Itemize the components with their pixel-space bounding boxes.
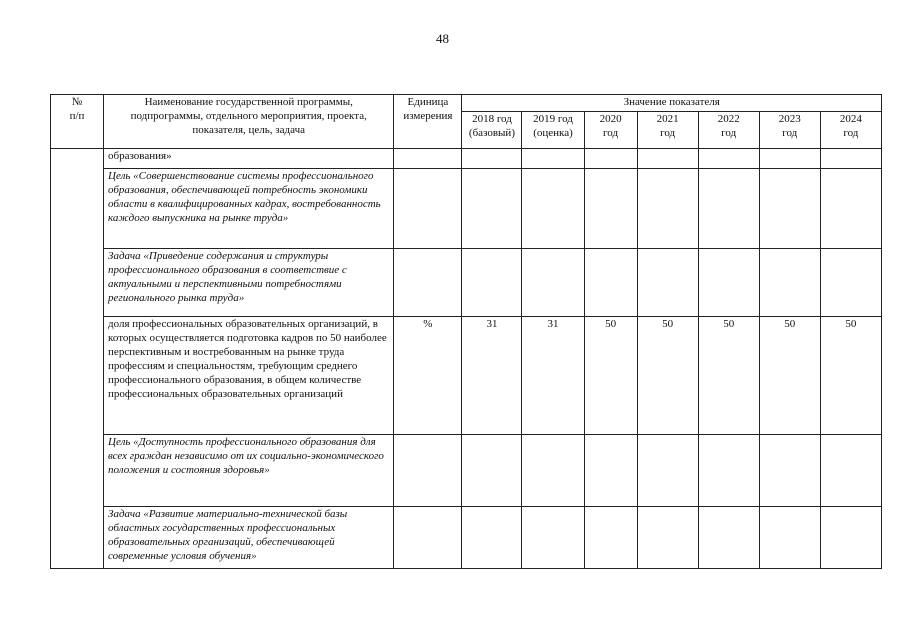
row-value-cell	[759, 435, 820, 507]
row-name-cell: доля профессиональных образовательных организаций, в которых осуществляется подготовка кадров по 50 наиболее перспективным и востребованным на рынке труда профессиям и специальностям, требующим среднего профессионального образования, в общем количестве профессиональных образовательных организаций	[104, 317, 394, 435]
header-name: Наименование государственной программы, подпрограммы, отдельного мероприятия, проекта, показателя, цель, задача	[104, 95, 394, 149]
header-year	[522, 112, 584, 149]
row-value-cell	[522, 507, 584, 569]
table-row	[51, 435, 882, 507]
row-value-cell	[820, 149, 881, 169]
header-year-note: год	[843, 127, 859, 139]
row-value-cell	[462, 149, 522, 169]
row-unit-cell	[394, 169, 462, 249]
row-value-cell	[698, 249, 759, 317]
header-year	[584, 112, 637, 149]
table-row	[51, 169, 882, 249]
row-value-cell	[584, 249, 637, 317]
row-num-cell	[51, 249, 104, 317]
header-unit: Единица измерения	[394, 95, 462, 149]
indicators-table	[50, 94, 882, 569]
table-row	[51, 317, 882, 435]
header-year-label: 2024	[839, 113, 862, 125]
header-year	[698, 112, 759, 149]
header-year-note: год	[721, 127, 737, 139]
row-value-cell	[637, 435, 698, 507]
row-name-cell: Цель «Доступность профессионального образования для всех граждан независимо от их социально-экономического положения и состояния здоровья»	[104, 435, 394, 507]
row-value-cell: 31	[522, 317, 584, 435]
row-unit-cell	[394, 507, 462, 569]
header-year-note: (базовый)	[468, 127, 515, 139]
header-year-label: 2023	[778, 113, 801, 125]
header-year-note: (оценка)	[533, 127, 573, 139]
header-year-label: 2018 год	[472, 113, 512, 125]
row-value-cell: 50	[637, 317, 698, 435]
row-unit-cell	[394, 435, 462, 507]
row-value-cell	[637, 149, 698, 169]
row-value-cell	[584, 435, 637, 507]
row-unit-cell	[394, 149, 462, 169]
page-number: 48	[436, 31, 449, 46]
row-value-cell	[522, 249, 584, 317]
row-value-cell	[522, 149, 584, 169]
header-year-label: 2019 год	[533, 113, 573, 125]
row-num-cell	[51, 169, 104, 249]
header-year-label: 2022	[717, 113, 740, 125]
row-value-cell	[584, 169, 637, 249]
row-name-cell: образования»	[104, 149, 394, 169]
row-value-cell	[698, 435, 759, 507]
header-year-note: год	[603, 127, 619, 139]
row-value-cell	[637, 169, 698, 249]
row-value-cell	[462, 249, 522, 317]
row-value-cell	[522, 169, 584, 249]
header-year	[462, 112, 522, 149]
table-row	[51, 249, 882, 317]
row-value-cell	[637, 249, 698, 317]
header-year	[637, 112, 698, 149]
row-value-cell	[462, 169, 522, 249]
table-row	[51, 507, 882, 569]
row-value-cell	[759, 507, 820, 569]
row-value-cell	[698, 507, 759, 569]
row-value-cell	[698, 169, 759, 249]
header-year	[759, 112, 820, 149]
row-value-cell	[698, 149, 759, 169]
row-value-cell: 50	[759, 317, 820, 435]
row-num-cell	[51, 149, 104, 169]
row-value-cell: 50	[698, 317, 759, 435]
header-num: № п/п	[51, 95, 104, 149]
row-value-cell	[462, 507, 522, 569]
row-name-cell: Задача «Развитие материально-технической базы областных государственных профессиональных образовательных организаций, обеспечивающей современные условия обучения»	[104, 507, 394, 569]
header-year-label: 2020	[599, 113, 622, 125]
row-value-cell	[584, 149, 637, 169]
row-value-cell	[820, 507, 881, 569]
row-value-cell	[522, 435, 584, 507]
row-value-cell	[820, 249, 881, 317]
row-value-cell	[637, 507, 698, 569]
row-unit-cell: %	[394, 317, 462, 435]
header-values: Значение показателя	[462, 95, 882, 112]
row-name-cell: Цель «Совершенствование системы профессионального образования, обеспечивающей потребность экономики области в квалифицированных кадрах, востребованность каждого выпускника на рынке труда»	[104, 169, 394, 249]
header-year-note: год	[782, 127, 798, 139]
row-value-cell	[759, 169, 820, 249]
row-value-cell	[462, 435, 522, 507]
row-value-cell	[820, 435, 881, 507]
row-num-cell	[51, 317, 104, 435]
header-year-note: год	[660, 127, 676, 139]
header-year-label: 2021	[656, 113, 679, 125]
row-unit-cell	[394, 249, 462, 317]
row-num-cell	[51, 435, 104, 507]
row-name-cell: Задача «Приведение содержания и структуры профессионального образования в соответствие с актуальными и перспективными потребностями регионального рынка труда»	[104, 249, 394, 317]
row-num-cell	[51, 507, 104, 569]
row-value-cell	[759, 149, 820, 169]
row-value-cell: 31	[462, 317, 522, 435]
row-value-cell: 50	[820, 317, 881, 435]
row-value-cell: 50	[584, 317, 637, 435]
table-row	[51, 149, 882, 169]
row-value-cell	[584, 507, 637, 569]
header-year	[820, 112, 881, 149]
row-value-cell	[759, 249, 820, 317]
row-value-cell	[820, 169, 881, 249]
